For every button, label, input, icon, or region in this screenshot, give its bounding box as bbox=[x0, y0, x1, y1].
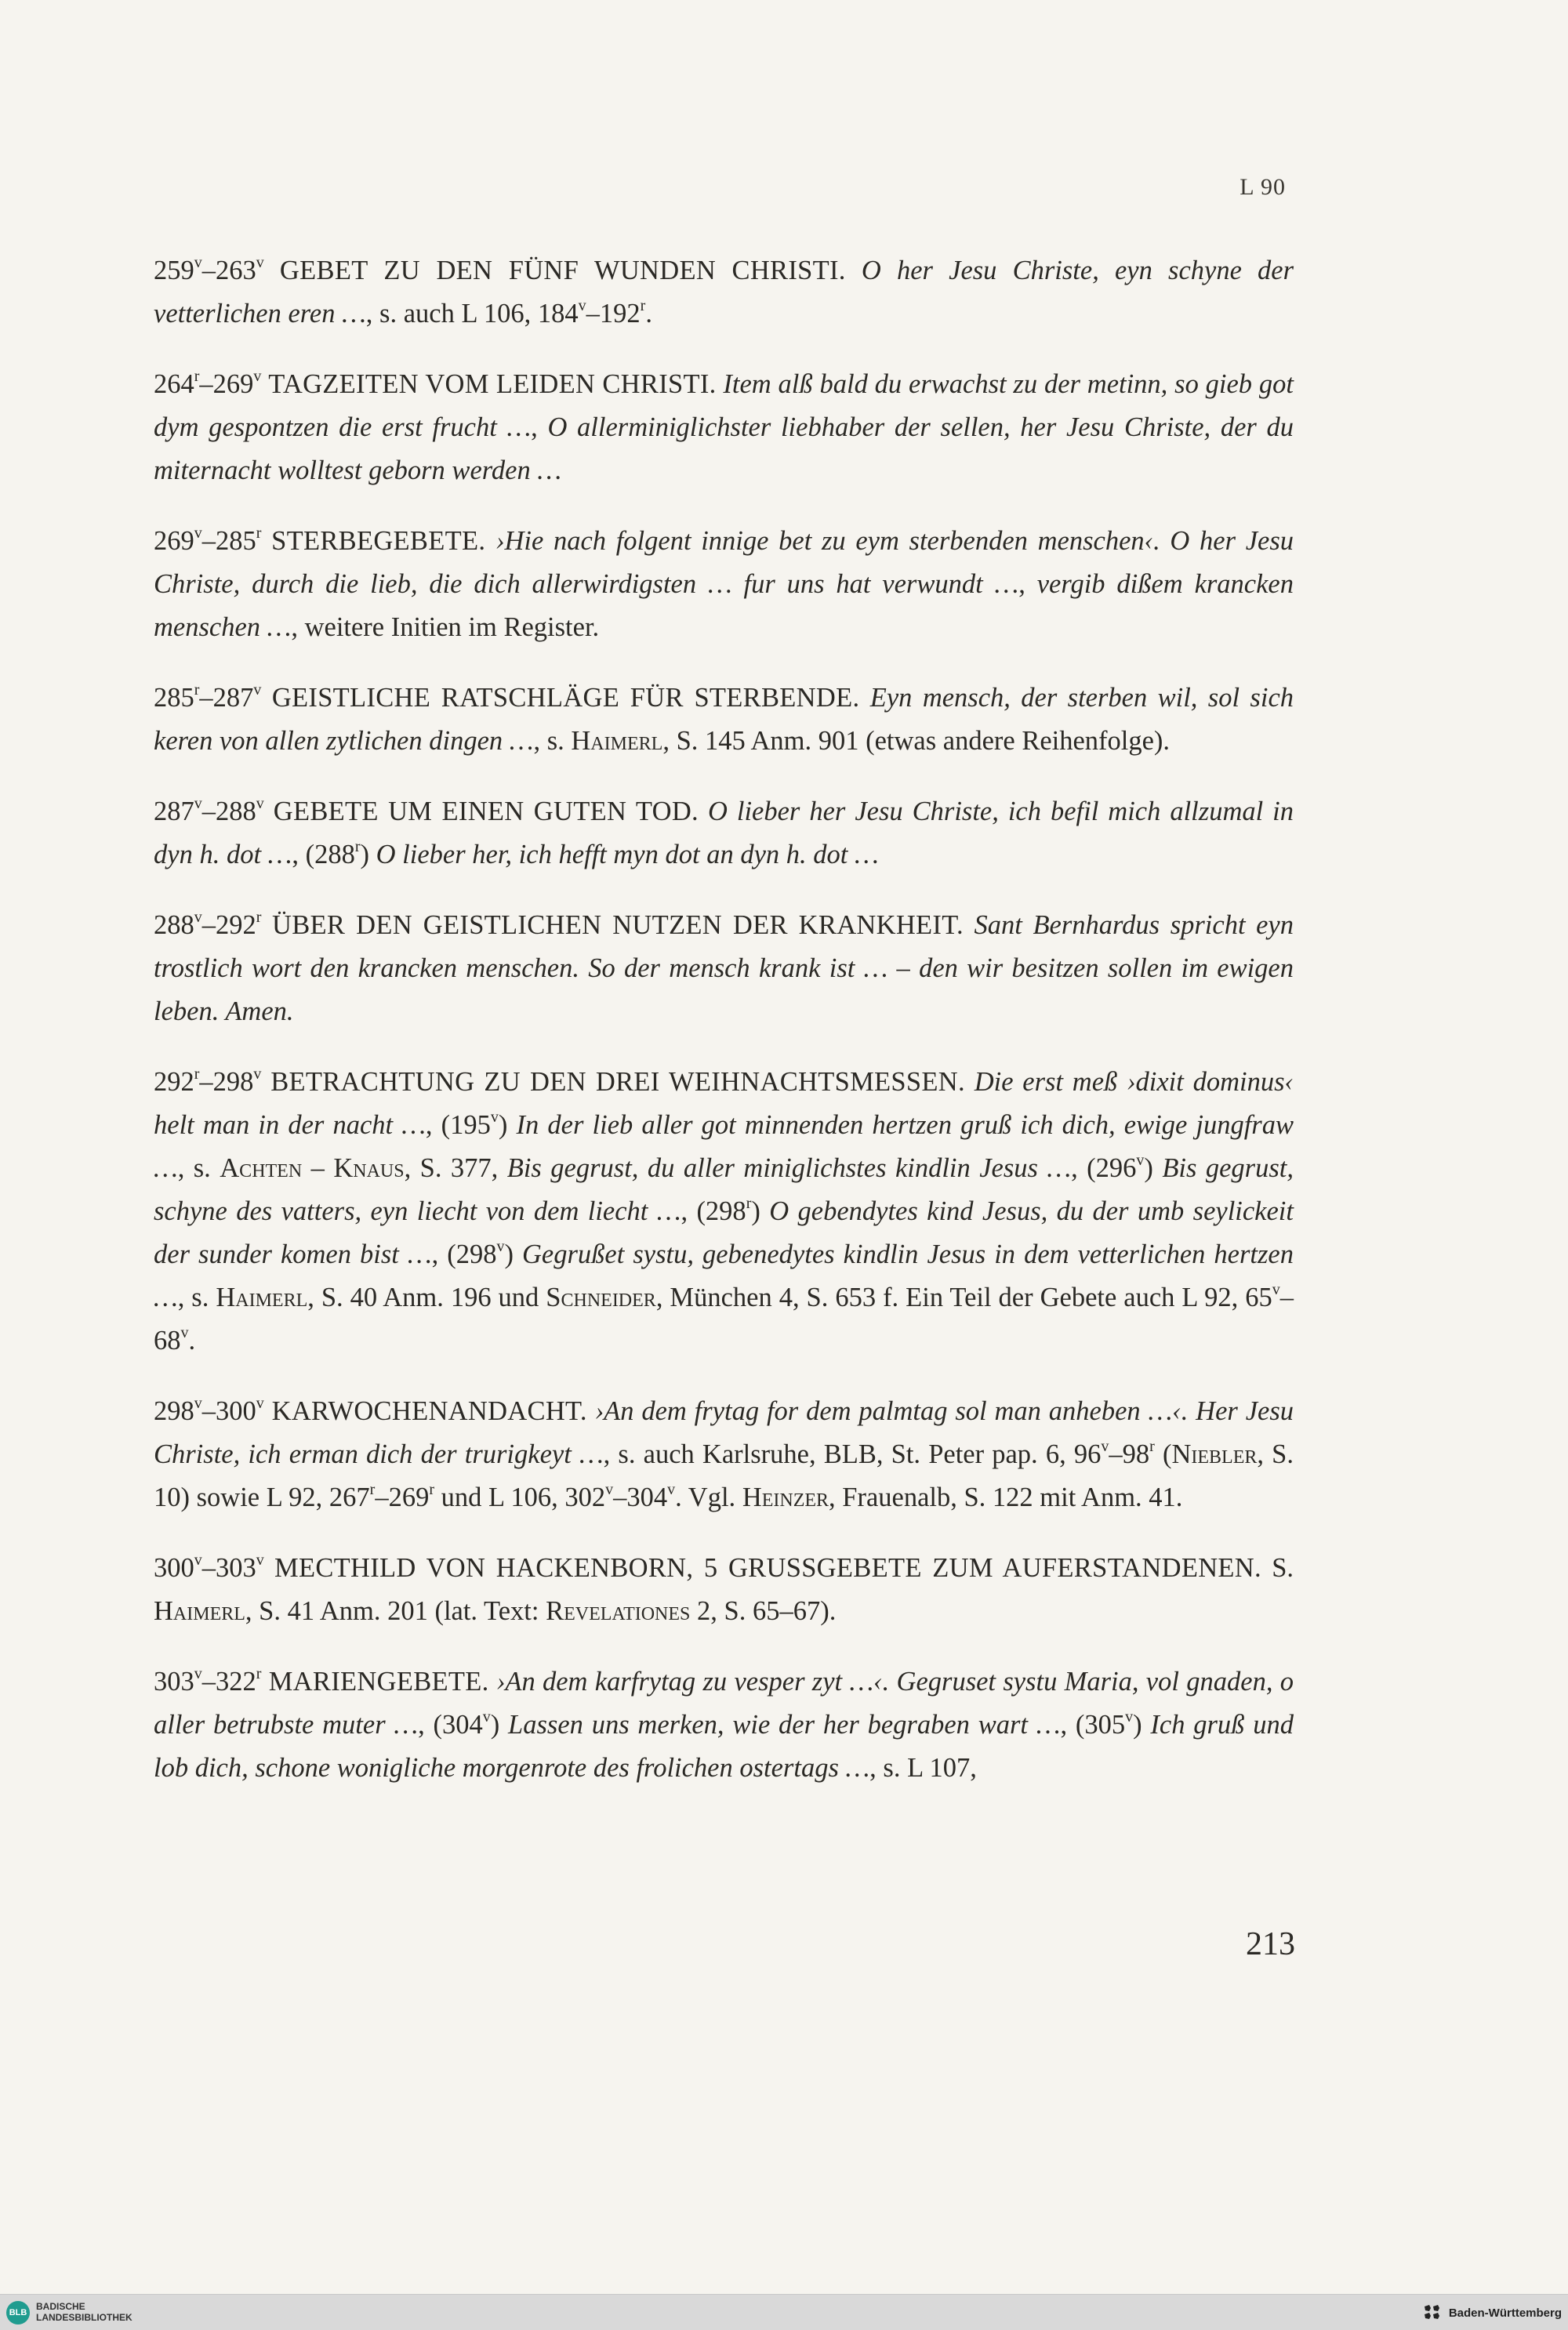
entry-heading: MECTHILD VON HACKENBORN, 5 GRUSSGEBETE ZUM AUFERSTANDENEN. bbox=[274, 1553, 1261, 1583]
lions-crest-icon bbox=[1422, 2303, 1443, 2322]
folio-range: 300$^v$–303$^v$ bbox=[154, 1552, 264, 1583]
author-reference: Achten – Knaus bbox=[220, 1153, 405, 1183]
author-reference: Heinzer bbox=[742, 1483, 829, 1512]
catalog-entry: 259$^v$–263$^v$ GEBET ZU DEN FÜNF WUNDEN CHRISTI. O her Jesu Christe, eyn schyne der vetterlichen eren …, s. auch L 106, 184$^v$–192$^r$. bbox=[154, 254, 1294, 328]
catalog-entry: 298$^v$–300$^v$ KARWOCHENANDACHT. ›An dem frytag for dem palmtag sol man anheben …‹. Her Jesu Christe, ich erman dich der trurigkeyt …, s. auch Karlsruhe, BLB, St. Peter pap. 6, 96$^v$–98$^r$ (Niebler, S. 10) sowie L 92, 267$^r$–269$^r$ und L 106, 302$^v$–304$^v$. Vgl. Heinzer, Frauenalb, S. 122 mit Anm. 41. bbox=[154, 1395, 1294, 1512]
bw-label: Baden-Württemberg bbox=[1448, 2306, 1562, 2320]
folio-range: 259$^v$–263$^v$ bbox=[154, 254, 264, 285]
author-reference: Haimerl bbox=[571, 726, 663, 756]
entry-heading: BETRACHTUNG ZU DEN DREI WEIHNACHTSMESSEN. bbox=[270, 1067, 965, 1097]
entry-heading: GEBETE UM EINEN GUTEN TOD. bbox=[273, 797, 699, 826]
catalog-entry: 287$^v$–288$^v$ GEBETE UM EINEN GUTEN TOD. O lieber her Jesu Christe, ich befil mich allzumal in dyn h. dot …, (288$^r$) O lieber her, ich hefft myn dot an dyn h. dot … bbox=[154, 795, 1294, 869]
entry-heading: KARWOCHENANDACHT. bbox=[271, 1396, 587, 1426]
blb-logo-icon[interactable]: BLB bbox=[6, 2301, 30, 2325]
shelfmark: L 90 bbox=[1240, 174, 1286, 200]
title-reference: Revelationes bbox=[546, 1596, 691, 1626]
viewer-footer bbox=[0, 2294, 1568, 2330]
baden-wuerttemberg-logo[interactable] bbox=[1422, 2301, 1562, 2325]
catalog-entry: 269$^v$–285$^r$ STERBEGEBETE. ›Hie nach folgent innige bet zu eym sterbenden menschen‹. O her Jesu Christe, durch die lieb, die dich allerwirdigsten … fur uns hat verwundt …, vergib dißem krancken menschen …, weitere Initien im Register. bbox=[154, 524, 1294, 642]
entry-heading: GEISTLICHE RATSCHLÄGE FÜR STERBENDE. bbox=[271, 683, 860, 713]
folio-range: 285$^r$–287$^v$ bbox=[154, 681, 262, 713]
page-number: 213 bbox=[1246, 1926, 1295, 1962]
folio-range: 287$^v$–288$^v$ bbox=[154, 795, 264, 826]
catalog-entry: 303$^v$–322$^r$ MARIENGEBETE. ›An dem karfrytag zu vesper zyt …‹. Gegruset systu Maria, vol gnaden, o aller betrubste muter …, (304$^v$) Lassen uns merken, wie der her begraben wart …, (305$^v$) Ich gruß und lob dich, schone wonigliche morgenrote des frolichen ostertags …, s. L 107, bbox=[154, 1665, 1294, 1783]
catalog-entry: 292$^r$–298$^v$ BETRACHTUNG ZU DEN DREI WEIHNACHTSMESSEN. Die erst meß ›dixit dominus‹ helt man in der nacht …, (195$^v$) In der lieb aller got minnenden hertzen gruß ich dich, ewige jungfraw …, s. Achten – Knaus, S. 377, Bis gegrust, du aller miniglichstes kindlin Jesus …, (296$^v$) Bis gegrust, schyne des vatters, eyn liecht von dem liecht …, (298$^r$) O gebendytes kind Jesus, du der umb seylickeit der sunder komen bist …, (298$^v$) Gegrußet systu, gebenedytes kindlin Jesus in dem vetterlichen hertzen …, s. Haimerl, S. 40 Anm. 196 und Schneider, München 4, S. 653 f. Ein Teil der Gebete auch L 92, 65$^v$–68$^v$. bbox=[154, 1065, 1294, 1356]
folio-range: 292$^r$–298$^v$ bbox=[154, 1065, 262, 1097]
catalog-entry: 285$^r$–287$^v$ GEISTLICHE RATSCHLÄGE FÜR STERBENDE. Eyn mensch, der sterben wil, sol sich keren von allen zytlichen dingen …, s. Haimerl, S. 145 Anm. 901 (etwas andere Reihenfolge). bbox=[154, 681, 1294, 756]
entry-heading: MARIENGEBETE. bbox=[268, 1667, 489, 1697]
entry-heading: TAGZEITEN VOM LEIDEN CHRISTI. bbox=[268, 369, 717, 399]
entry-heading: ÜBER DEN GEISTLICHEN NUTZEN DER KRANKHEIT. bbox=[272, 910, 964, 940]
catalog-entry: 288$^v$–292$^r$ ÜBER DEN GEISTLICHEN NUTZEN DER KRANKHEIT. Sant Bernhardus spricht eyn trostlich wort den krancken menschen. So der mensch krank ist … – den wir besitzen sollen im ewigen leben. Amen. bbox=[154, 909, 1294, 1026]
folio-range: 288$^v$–292$^r$ bbox=[154, 909, 262, 940]
author-reference: Niebler bbox=[1171, 1439, 1258, 1469]
folio-range: 298$^v$–300$^v$ bbox=[154, 1395, 264, 1426]
author-reference: Haimerl bbox=[154, 1596, 245, 1626]
entry-list bbox=[154, 249, 1294, 1817]
catalog-entry: 300$^v$–303$^v$ MECTHILD VON HACKENBORN, 5 GRUSSGEBETE ZUM AUFERSTANDENEN. S. Haimerl, S. 41 Anm. 201 (lat. Text: Revelationes 2, S. 65–67). bbox=[154, 1552, 1294, 1626]
folio-range: 303$^v$–322$^r$ bbox=[154, 1665, 262, 1697]
catalog-entry: 264$^r$–269$^v$ TAGZEITEN VOM LEIDEN CHRISTI. Item alß bald du erwachst zu der metinn, so gieb got dym gespontzen die erst frucht …, O allerminiglichster liebhaber der sellen, her Jesu Christe, der du miternacht wolltest geborn werden … bbox=[154, 368, 1294, 485]
blb-wordmark[interactable]: BADISCHE LANDESBIBLIOTHEK bbox=[36, 2301, 132, 2323]
folio-range: 269$^v$–285$^r$ bbox=[154, 524, 262, 556]
author-reference: Haimerl bbox=[216, 1283, 308, 1312]
entry-heading: GEBET ZU DEN FÜNF WUNDEN CHRISTI. bbox=[279, 256, 846, 285]
author-reference: Schneider bbox=[546, 1283, 656, 1312]
folio-range: 264$^r$–269$^v$ bbox=[154, 368, 262, 399]
entry-heading: STERBEGEBETE. bbox=[271, 526, 486, 556]
